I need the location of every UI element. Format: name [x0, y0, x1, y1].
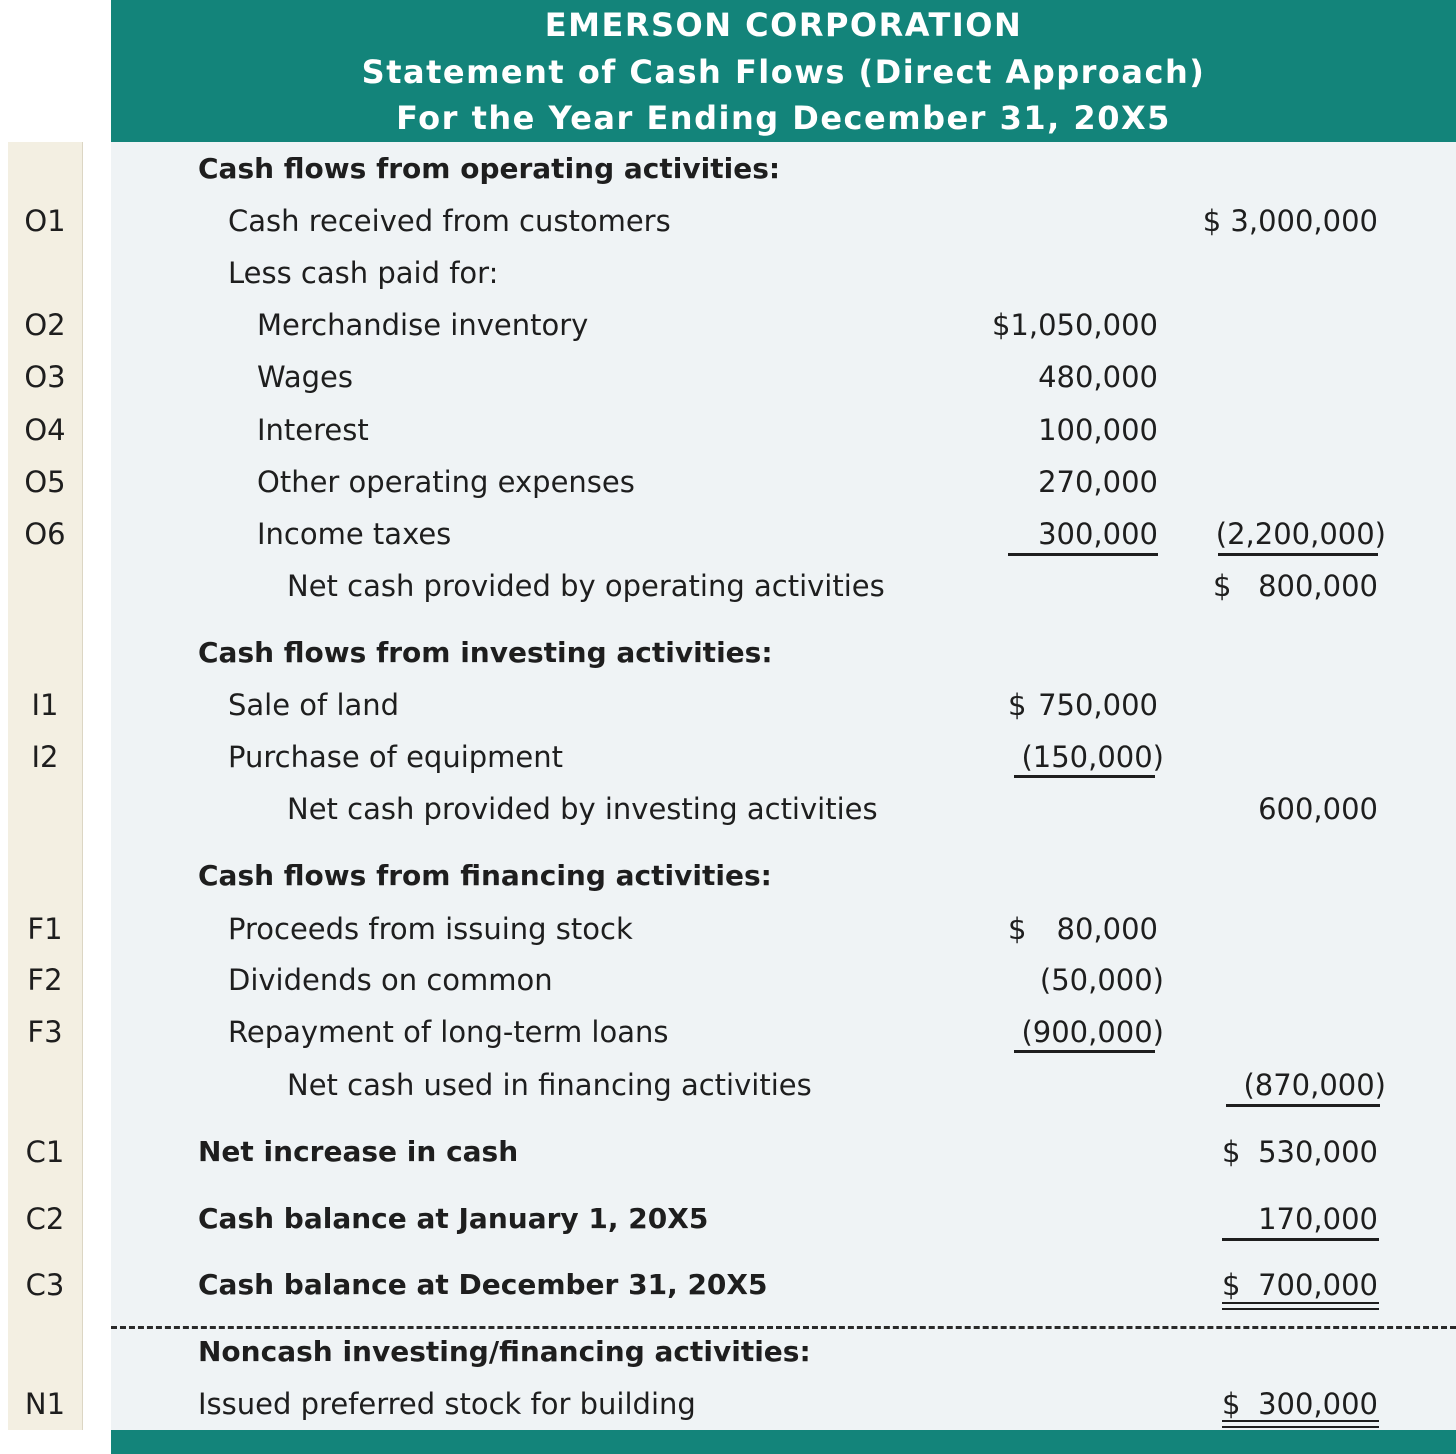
- line-code: C1: [25, 1135, 65, 1169]
- line-code: F3: [27, 1015, 63, 1049]
- line-label: Interest: [257, 413, 369, 447]
- investing-net-value: 600,000: [1258, 792, 1378, 826]
- subtotal-underline: [1218, 553, 1378, 556]
- line-label: Wages: [257, 360, 353, 394]
- summary-value: 530,000: [1258, 1135, 1378, 1169]
- subtotal-underline: [1014, 775, 1155, 778]
- line-code: O2: [24, 308, 66, 342]
- statement-row-o3: [0, 354, 1456, 400]
- line-label: Cash balance at December 31, 20X5: [198, 1268, 768, 1301]
- subtotal-underline: [1226, 1104, 1380, 1107]
- subtotal-underline: [1222, 1238, 1379, 1241]
- summary-value: 700,000: [1258, 1268, 1378, 1302]
- financing-net-row: [0, 1062, 1456, 1108]
- summary-value: 170,000: [1258, 1202, 1378, 1236]
- noncash-heading: Noncash investing/financing activities:: [198, 1335, 811, 1368]
- line-label: Other operating expenses: [257, 465, 635, 499]
- detail-amount: (50,000): [1039, 963, 1164, 997]
- line-label: Proceeds from issuing stock: [228, 912, 633, 946]
- detail-amount: (900,000): [1021, 1015, 1164, 1049]
- detail-amount: 480,000: [1038, 360, 1158, 394]
- statement-title: Statement of Cash Flows (Direct Approach): [361, 53, 1206, 91]
- operating-net-label: Net cash provided by operating activities: [287, 569, 885, 603]
- line-code: O6: [24, 517, 66, 551]
- line-code: C3: [25, 1268, 65, 1302]
- summary-row-c2: [0, 1196, 1456, 1242]
- noncash-heading-row: [0, 1329, 1456, 1375]
- investing-net-label: Net cash provided by investing activities: [287, 792, 878, 826]
- operating-net-value: 800,000: [1258, 569, 1378, 603]
- financing-net-label: Net cash used in financing activities: [287, 1068, 812, 1102]
- statement-row-less-cash: [0, 250, 1456, 296]
- statement-row-i2: [0, 734, 1456, 780]
- investing-heading: Cash flows from investing activities:: [198, 636, 773, 669]
- currency-sign: $: [1222, 1268, 1241, 1302]
- subtotal-underline: [1008, 553, 1158, 556]
- operating-heading-row: [0, 146, 1456, 192]
- financing-heading: Cash flows from financing activities:: [198, 859, 772, 892]
- line-label: Less cash paid for:: [228, 256, 499, 290]
- financing-heading-row: [0, 853, 1456, 899]
- total-double-underline: [1222, 1420, 1379, 1428]
- line-code: O5: [24, 465, 66, 499]
- operating-heading: Cash flows from operating activities:: [198, 152, 781, 185]
- line-code: C2: [25, 1202, 65, 1236]
- line-code: F1: [27, 912, 63, 946]
- investing-heading-row: [0, 630, 1456, 676]
- operating-net-row: [0, 563, 1456, 609]
- line-label: Income taxes: [257, 517, 452, 551]
- detail-amount: 750,000: [1038, 688, 1158, 722]
- detail-amount: (150,000): [1021, 740, 1164, 774]
- detail-amount: 300,000: [1038, 517, 1158, 551]
- footer-bar: [111, 1430, 1456, 1454]
- statement-row-o5: [0, 459, 1456, 505]
- detail-amount: 80,000: [1056, 912, 1158, 946]
- line-code: I2: [31, 740, 59, 774]
- line-code: F2: [27, 963, 63, 997]
- subtotal-underline: [1014, 1050, 1155, 1053]
- total-amount: $ 3,000,000: [1202, 204, 1378, 238]
- statement-row-i1: [0, 682, 1456, 728]
- line-label: Dividends on common: [228, 963, 553, 997]
- noncash-value: 300,000: [1258, 1387, 1378, 1421]
- line-label: Cash balance at January 1, 20X5: [198, 1202, 709, 1235]
- statement-period: For the Year Ending December 31, 20X5: [396, 99, 1171, 137]
- line-label: Sale of land: [228, 688, 400, 722]
- investing-net-row: [0, 786, 1456, 832]
- statement-row-o4: [0, 407, 1456, 453]
- statement-row-o6: [0, 511, 1456, 557]
- summary-row-c1: [0, 1129, 1456, 1175]
- line-code: O1: [24, 204, 66, 238]
- statement-row-f3: [0, 1009, 1456, 1055]
- currency-sign: $: [1213, 569, 1232, 603]
- currency-sign: $: [1222, 1135, 1241, 1169]
- currency-sign: $: [1008, 912, 1027, 946]
- financing-net-value: (870,000): [1243, 1068, 1386, 1102]
- company-name: EMERSON CORPORATION: [544, 6, 1023, 44]
- currency-sign: $: [1222, 1387, 1241, 1421]
- statement-row-o2: [0, 302, 1456, 348]
- line-label: Repayment of long-term loans: [228, 1015, 669, 1049]
- line-label: Purchase of equipment: [228, 740, 564, 774]
- statement-header: [111, 0, 1456, 142]
- line-label: Issued preferred stock for building: [198, 1387, 696, 1421]
- line-label: Merchandise inventory: [257, 308, 589, 342]
- detail-amount: 270,000: [1038, 465, 1158, 499]
- line-label: Cash received from customers: [228, 204, 671, 238]
- total-double-underline: [1222, 1302, 1379, 1310]
- line-code: N1: [24, 1387, 66, 1421]
- line-code: O4: [24, 413, 66, 447]
- detail-amount: 100,000: [1038, 413, 1158, 447]
- detail-amount: $1,050,000: [991, 308, 1158, 342]
- statement-row-f2: [0, 957, 1456, 1003]
- statement-row-f1: [0, 906, 1456, 952]
- statement-row-o1: [0, 198, 1456, 244]
- line-code: O3: [24, 360, 66, 394]
- line-label: Net increase in cash: [198, 1135, 519, 1168]
- currency-sign: $: [1008, 688, 1027, 722]
- line-code: I1: [31, 688, 59, 722]
- total-amount: (2,200,000): [1215, 517, 1386, 551]
